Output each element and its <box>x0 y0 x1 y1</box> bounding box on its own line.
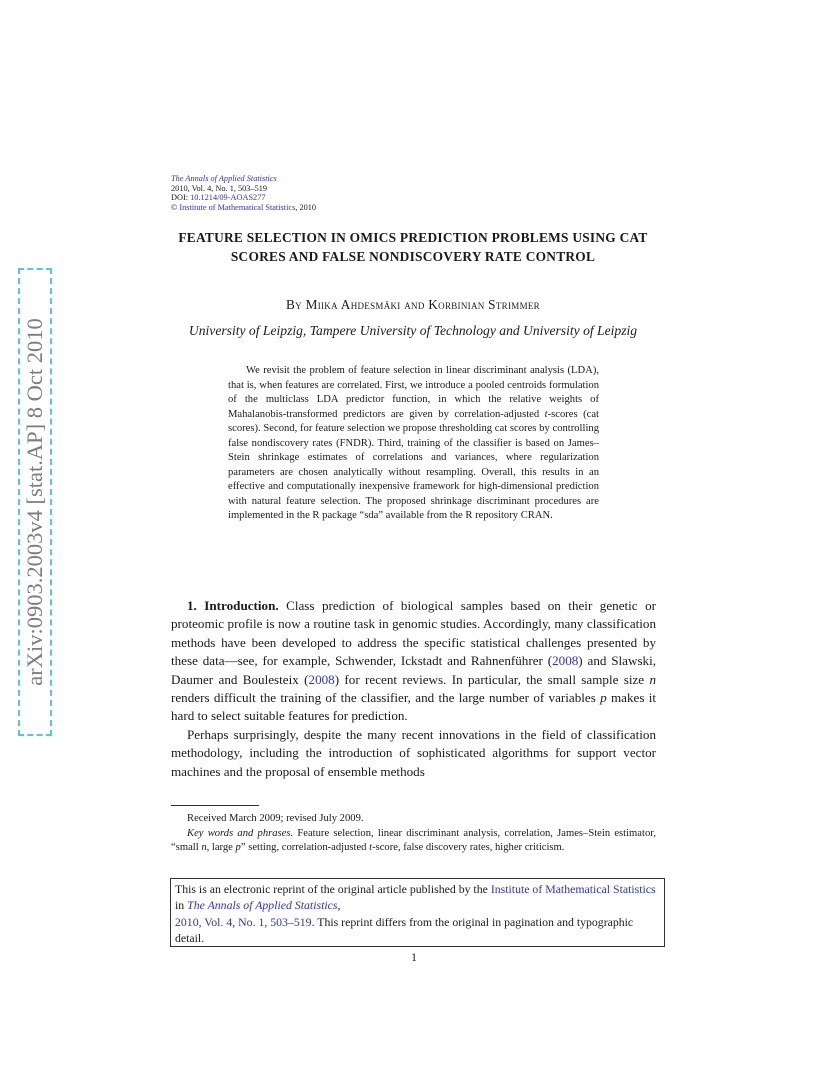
intro-paragraph-2: Perhaps surprisingly, despite the many recent innovations in the field of classification methodology, including the introduction of sophisticated algorithms for support vector machines and the proposal of ensemble methods <box>171 726 656 779</box>
keywords-text-b: , large <box>206 842 236 854</box>
n-variable: n <box>649 671 657 687</box>
copyright-icon: © <box>171 203 178 213</box>
intro-text-c: ) for recent reviews. In particular, the small sample size <box>334 671 650 687</box>
p-variable: p <box>600 690 607 706</box>
keywords-label: Key words and phrases. <box>187 827 294 839</box>
journal-doi-line <box>171 193 316 203</box>
doi-label: DOI: <box>171 193 191 203</box>
paper-authors: By Miika Ahdesmäki and Korbinian Strimmer <box>286 297 540 312</box>
intro-paragraph-1 <box>171 597 656 726</box>
keywords-text-c: ” setting, correlation-adjusted <box>240 842 370 854</box>
keywords-t: t <box>369 842 373 854</box>
section-heading: 1. Introduction. <box>187 598 279 613</box>
keywords-n: n <box>201 842 207 854</box>
journal-volume: 2010, Vol. 4, No. 1, 503–519 <box>171 183 268 193</box>
citation-slawski[interactable]: 2008 <box>308 671 335 687</box>
abstract-text-1: We revisit the problem of feature selection in linear discriminant analysis (LDA), that is, when features are correlated. First, we introduce a pooled centroids formulation of the multiclass LDA predictor function, in which the relative weights of Mahalanobis-transformed predictors are given by correlation-adjusted <box>228 365 599 420</box>
reprint-notice <box>170 878 665 947</box>
received-dates: Received March 2009; revised July 2009. <box>187 813 364 824</box>
arxiv-stamp[interactable] <box>18 268 52 736</box>
keywords <box>171 827 656 856</box>
reprint-in: in <box>175 898 188 913</box>
page-number: 1 <box>411 950 417 964</box>
abstract-text-2: -scores (cat scores). Second, for feature selection we propose thresholding cat scores by controlling false nondiscovery rates (FNDR). Third, training of the classifier is based on James–Stein shrinkage estimates of correlations and variances, where regularization parameters are chosen analytically without resampling. Overall, this results in an effective and computationally inexpensive framework for high-dimensional prediction with natural feature selection. The proposed shrinkage discriminant procedures are implemented in the R package “sda” available from the R repository CRAN. <box>228 408 599 522</box>
arxiv-identifier: arXiv:0903.2003v4 [stat.AP] 8 Oct 2010 <box>22 318 47 686</box>
keywords-text-d: -score, false discovery rates, higher criticism. <box>372 842 565 854</box>
intro-text-e: makes it hard to select suitable features for prediction. <box>171 690 656 724</box>
intro-text-b: ) and Slawski, Daumer and Boulesteix ( <box>171 653 657 687</box>
introduction-section <box>171 597 656 781</box>
intro-text-d: renders difficult the training of the classifier, and the large number of variables <box>171 690 601 706</box>
footnotes <box>171 812 656 856</box>
reprint-comma: , <box>337 898 341 913</box>
copyright-year: , 2010 <box>295 203 317 213</box>
journal-name[interactable]: The Annals of Applied Statistics <box>171 174 277 183</box>
journal-copyright-line <box>171 203 316 213</box>
footnote-rule <box>171 805 259 806</box>
abstract-t-variable: t <box>544 408 548 420</box>
citation-schwender[interactable]: 2008 <box>552 653 579 669</box>
keywords-text-a: Feature selection, linear discriminant analysis, correlation, James–Stein estimator, “small <box>171 827 656 854</box>
institute-link[interactable]: Institute of Mathematical Statistics <box>179 203 296 213</box>
paper-title: FEATURE SELECTION IN OMICS PREDICTION PROBLEMS USING CAT SCORES AND FALSE NONDISCOVERY RATE CONTROL <box>178 230 648 264</box>
doi-link[interactable]: 10.1214/09-AOAS277 <box>190 193 266 203</box>
reprint-journal-link[interactable]: The Annals of Applied Statistics <box>187 898 338 913</box>
paper-affiliation: University of Leipzig, Tampere University of Technology and University of Leipzig <box>188 323 638 338</box>
reprint-text-a: This is an electronic reprint of the original article published by the <box>175 882 491 896</box>
journal-header <box>171 174 316 213</box>
intro-text-a: Class prediction of biological samples based on their genetic or proteomic profile is now a routine task in genomic studies. Accordingly, many classification methods have been developed to address the specific statistical challenges presented by these data—see, for example, Schwender, Ickstadt and Rahnenführer ( <box>171 598 656 669</box>
reprint-text-b: . This reprint differs from the original in pagination and typographic detail. <box>175 914 634 945</box>
abstract <box>228 364 599 524</box>
reprint-institute-link[interactable]: Institute of Mathematical Statistics <box>490 882 656 896</box>
keywords-p: p <box>235 842 241 854</box>
reprint-volume-link[interactable]: 2010, Vol. 4, No. 1, 503–519 <box>175 914 312 929</box>
